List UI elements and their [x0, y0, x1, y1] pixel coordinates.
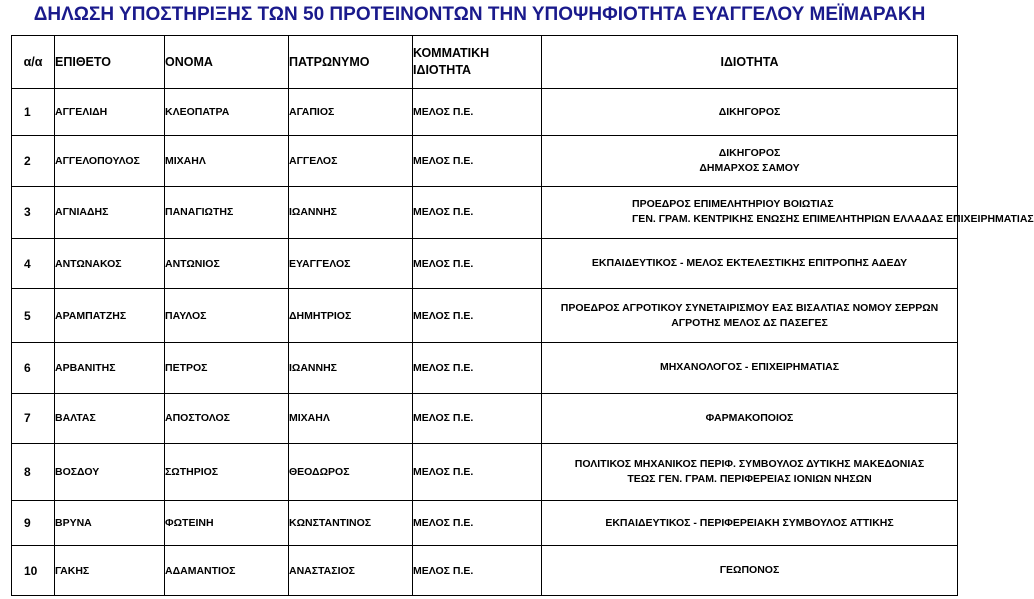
row-name: ΠΕΤΡΟΣ — [165, 342, 289, 393]
row-profession-line: ΠΡΟΕΔΡΟΣ ΑΓΡΟΤΙΚΟΥ ΣΥΝΕΤΑΙΡΙΣΜΟΥ ΕΑΣ ΒΙΣΑΛΤΙΑΣ ΝΟΜΟΥ ΣΕΡΡΩΝ — [560, 301, 939, 314]
row-profession-line: ΦΑΡΜΑΚΟΠΟΙΟΣ — [705, 411, 794, 424]
row-number: 6 — [12, 342, 55, 393]
row-profession — [542, 238, 958, 289]
row-profession — [542, 393, 958, 444]
row-name: ΠΑΥΛΟΣ — [165, 289, 289, 343]
row-number: 2 — [12, 136, 55, 187]
row-party-role: ΜΕΛΟΣ Π.Ε. — [413, 289, 542, 343]
header-surname: ΕΠΙΘΕΤΟ — [55, 36, 165, 89]
row-number: 7 — [12, 393, 55, 444]
table-row — [12, 136, 958, 187]
document-title: ΔΗΛΩΣΗ ΥΠΟΣΤΗΡΙΞΗΣ ΤΩΝ 50 ΠΡΟΤΕΙΝΟΝΤΩΝ ΤΗΝ ΥΠΟΨΗΦΙΟΤΗΤΑ ΕΥΑΓΓΕΛΟΥ ΜΕΪΜΑΡΑΚΗ — [33, 4, 926, 25]
row-surname: ΒΟΣΔΟΥ — [55, 444, 165, 501]
row-father-name: ΑΓΑΠΙΟΣ — [289, 89, 413, 136]
row-profession — [542, 136, 958, 187]
row-profession-line: ΓΕΝ. ΓΡΑΜ. ΚΕΝΤΡΙΚΗΣ ΕΝΩΣΗΣ ΕΠΙΜΕΛΗΤΗΡΙΩΝ ΕΛΛΑΔΑΣ ΕΠΙΧΕΙΡΗΜΑΤΙΑΣ — [632, 213, 1034, 226]
row-profession — [542, 546, 958, 596]
row-surname: ΑΡΒΑΝΙΤΗΣ — [55, 342, 165, 393]
header-name: ΟΝΟΜΑ — [165, 36, 289, 89]
row-profession-line: ΠΟΛΙΤΙΚΟΣ ΜΗΧΑΝΙΚΟΣ ΠΕΡΙΦ. ΣΥΜΒΟΥΛΟΣ ΔΥΤΙΚΗΣ ΜΑΚΕΔΟΝΙΑΣ — [574, 458, 925, 471]
row-profession-line: ΓΕΩΠΟΝΟΣ — [719, 564, 780, 577]
row-profession-line: ΔΙΚΗΓΟΡΟΣ — [718, 105, 781, 118]
row-profession-line: ΜΗΧΑΝΟΛΟΓΟΣ - ΕΠΙΧΕΙΡΗΜΑΤΙΑΣ — [659, 361, 840, 374]
row-party-role: ΜΕΛΟΣ Π.Ε. — [413, 444, 542, 501]
supporters-table — [11, 35, 1034, 596]
row-profession — [542, 500, 958, 545]
table-row — [12, 187, 958, 239]
header-party-role-line1: ΚΟΜΜΑΤΙΚΗ — [413, 46, 490, 60]
row-surname: ΑΓΓΕΛΙΔΗ — [55, 89, 165, 136]
table-row — [12, 342, 958, 393]
row-profession-line: ΕΚΠΑΙΔΕΥΤΙΚΟΣ - ΠΕΡΙΦΕΡΕΙΑΚΗ ΣΥΜΒΟΥΛΟΣ ΑΤΤΙΚΗΣ — [605, 516, 894, 529]
row-father-name: ΑΝΑΣΤΑΣΙΟΣ — [289, 546, 413, 596]
row-father-name: ΕΥΑΓΓΕΛΟΣ — [289, 238, 413, 289]
row-father-name: ΙΩΑΝΝΗΣ — [289, 342, 413, 393]
table-row — [12, 289, 958, 343]
row-father-name: ΔΗΜΗΤΡΙΟΣ — [289, 289, 413, 343]
row-party-role: ΜΕΛΟΣ Π.Ε. — [413, 500, 542, 545]
header-father: ΠΑΤΡΩΝΥΜΟ — [289, 36, 413, 89]
row-party-role: ΜΕΛΟΣ Π.Ε. — [413, 187, 542, 239]
row-father-name: ΜΙΧΑΗΛ — [289, 393, 413, 444]
row-surname: ΑΡΑΜΠΑΤΖΗΣ — [55, 289, 165, 343]
row-father-name: ΙΩΑΝΝΗΣ — [289, 187, 413, 239]
row-name: ΑΝΤΩΝΙΟΣ — [165, 238, 289, 289]
row-profession — [542, 289, 958, 343]
row-number: 9 — [12, 500, 55, 545]
row-surname: ΑΝΤΩΝΑΚΟΣ — [55, 238, 165, 289]
row-party-role: ΜΕΛΟΣ Π.Ε. — [413, 136, 542, 187]
table-row — [12, 444, 958, 501]
table-row — [12, 238, 958, 289]
row-name: ΑΠΟΣΤΟΛΟΣ — [165, 393, 289, 444]
row-father-name: ΑΓΓΕΛΟΣ — [289, 136, 413, 187]
row-name: ΠΑΝΑΓΙΩΤΗΣ — [165, 187, 289, 239]
row-number: 1 — [12, 89, 55, 136]
row-name: ΑΔΑΜΑΝΤΙΟΣ — [165, 546, 289, 596]
header-aa: α/α — [12, 36, 55, 89]
row-number: 8 — [12, 444, 55, 501]
row-father-name: ΘΕΟΔΩΡΟΣ — [289, 444, 413, 501]
row-name: ΚΛΕΟΠΑΤΡΑ — [165, 89, 289, 136]
row-surname: ΑΓΝΙΑΔΗΣ — [55, 187, 165, 239]
row-party-role: ΜΕΛΟΣ Π.Ε. — [413, 238, 542, 289]
row-surname: ΓΑΚΗΣ — [55, 546, 165, 596]
row-number: 3 — [12, 187, 55, 239]
row-profession-line: ΤΕΩΣ ΓΕΝ. ΓΡΑΜ. ΠΕΡΙΦΕΡΕΙΑΣ ΙΟΝΙΩΝ ΝΗΣΩΝ — [627, 473, 872, 486]
row-profession — [542, 89, 958, 136]
table-row — [12, 546, 958, 596]
row-surname: ΒΑΛΤΑΣ — [55, 393, 165, 444]
table-row — [12, 89, 958, 136]
table-row — [12, 393, 958, 444]
row-profession-line: ΔΗΜΑΡΧΟΣ ΣΑΜΟΥ — [699, 162, 800, 175]
row-father-name: ΚΩΝΣΤΑΝΤΙΝΟΣ — [289, 500, 413, 545]
header-party-role-line2: ΙΔΙΟΤΗΤΑ — [413, 63, 472, 77]
table-row — [12, 500, 958, 545]
row-number: 10 — [12, 546, 55, 596]
row-surname: ΑΓΓΕΛΟΠΟΥΛΟΣ — [55, 136, 165, 187]
row-name: ΜΙΧΑΗΛ — [165, 136, 289, 187]
row-party-role: ΜΕΛΟΣ Π.Ε. — [413, 393, 542, 444]
header-row — [12, 36, 958, 89]
row-party-role: ΜΕΛΟΣ Π.Ε. — [413, 546, 542, 596]
row-profession-line: ΠΡΟΕΔΡΟΣ ΕΠΙΜΕΛΗΤΗΡΙΟΥ ΒΟΙΩΤΙΑΣ — [632, 198, 834, 211]
row-profession-line: ΕΚΠΑΙΔΕΥΤΙΚΟΣ - ΜΕΛΟΣ ΕΚΤΕΛΕΣΤΙΚΗΣ ΕΠΙΤΡΟΠΗΣ ΑΔΕΔΥ — [591, 257, 908, 269]
row-name: ΣΩΤΗΡΙΟΣ — [165, 444, 289, 501]
row-number: 5 — [12, 289, 55, 343]
row-party-role: ΜΕΛΟΣ Π.Ε. — [413, 89, 542, 136]
row-party-role: ΜΕΛΟΣ Π.Ε. — [413, 342, 542, 393]
row-profession-line: ΔΙΚΗΓΟΡΟΣ — [718, 147, 781, 160]
row-name: ΦΩΤΕΙΝΗ — [165, 500, 289, 545]
row-profession — [542, 342, 958, 393]
row-surname: ΒΡΥΝΑ — [55, 500, 165, 545]
row-number: 4 — [12, 238, 55, 289]
row-profession — [542, 444, 958, 501]
row-profession-line: ΑΓΡΟΤΗΣ ΜΕΛΟΣ ΔΣ ΠΑΣΕΓΕΣ — [671, 316, 828, 329]
header-profession: ΙΔΙΟΤΗΤΑ — [542, 36, 958, 89]
row-profession — [542, 187, 1034, 239]
header-party-role — [413, 36, 542, 89]
